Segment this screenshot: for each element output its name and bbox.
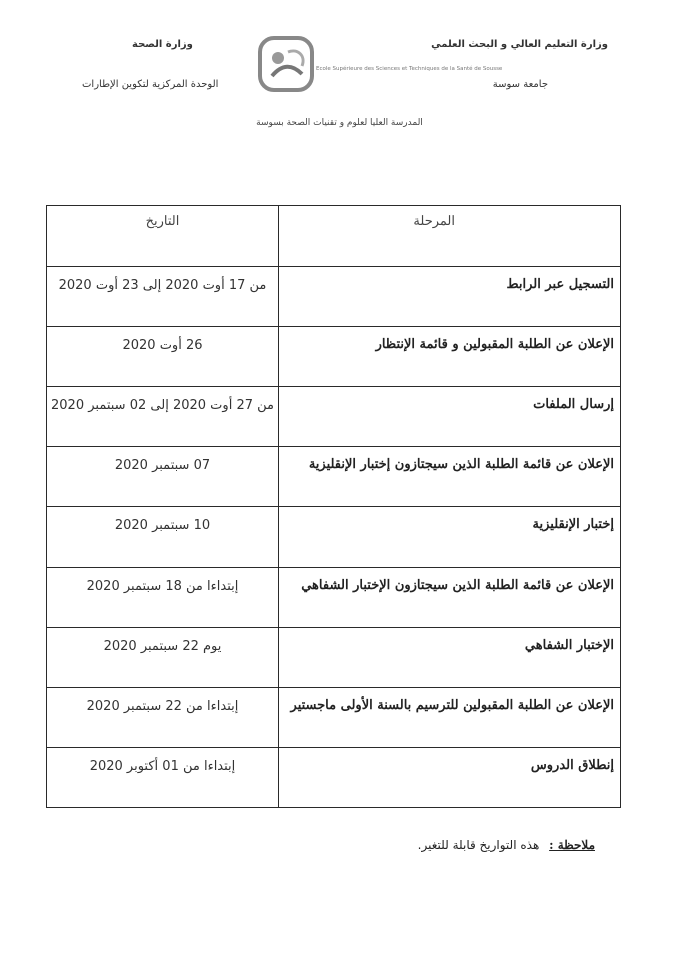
date-cell: إبتداءا من 22 سبتمبر 2020 — [47, 687, 279, 747]
phase-cell: الإختبار الشفاهي — [279, 627, 621, 687]
note — [418, 838, 595, 852]
schedule-table — [46, 205, 621, 808]
logo-text: Ecole Supérieure des Sciences et Techniques de la Santé de Sousse — [316, 66, 503, 72]
table-row — [47, 387, 621, 447]
date-cell: 26 أوت 2020 — [47, 327, 279, 387]
date-cell: يوم 22 سبتمبر 2020 — [47, 627, 279, 687]
school-logo — [258, 34, 503, 96]
central-unit-label: الوحدة المركزية لتكوين الإطارات — [82, 79, 219, 90]
university-label: جامعة سوسة — [492, 79, 548, 90]
table-row — [47, 747, 621, 807]
phase-cell: إختبار الإنقليزية — [279, 507, 621, 567]
phase-cell: التسجيل عبر الرابط — [279, 267, 621, 327]
date-cell: 07 سبتمبر 2020 — [47, 447, 279, 507]
column-header-phase: المرحلة — [279, 206, 621, 267]
school-name: المدرسة العليا لعلوم و تقنيات الصحة بسوسة — [256, 118, 423, 128]
ministry-higher-education-label: وزارة التعليم العالي و البحث العلمي — [431, 39, 608, 50]
phase-cell: الإعلان عن الطلبة المقبولين و قائمة الإنتظار — [279, 327, 621, 387]
table-row — [47, 267, 621, 327]
date-cell: من 17 أوت 2020 إلى 23 أوت 2020 — [47, 267, 279, 327]
table-row — [47, 627, 621, 687]
table-row — [47, 507, 621, 567]
table-row — [47, 327, 621, 387]
date-cell: إبتداءا من 18 سبتمبر 2020 — [47, 567, 279, 627]
phase-cell: الإعلان عن قائمة الطلبة الذين سيجتازون إختبار الإنقليزية — [279, 447, 621, 507]
date-cell: إبتداءا من 01 أكتوبر 2020 — [47, 747, 279, 807]
table-row — [47, 687, 621, 747]
phase-cell: الإعلان عن الطلبة المقبولين للترسيم بالسنة الأولى ماجستير — [279, 687, 621, 747]
table-row — [47, 567, 621, 627]
phase-cell: إنطلاق الدروس — [279, 747, 621, 807]
date-cell: 10 سبتمبر 2020 — [47, 507, 279, 567]
phase-cell: الإعلان عن قائمة الطلبة الذين سيجتازون الإختبار الشفاهي — [279, 567, 621, 627]
ministry-health-label: وزارة الصحة — [132, 39, 193, 50]
table-row — [47, 447, 621, 507]
table-header-row — [47, 206, 621, 267]
column-header-date: التاريخ — [47, 206, 279, 267]
phase-cell: إرسال الملفات — [279, 387, 621, 447]
date-cell: من 27 أوت 2020 إلى 02 سبتمبر 2020 — [47, 387, 279, 447]
note-text: هذه التواريخ قابلة للتغير. — [417, 838, 540, 852]
note-label: ملاحظة : — [549, 838, 595, 852]
